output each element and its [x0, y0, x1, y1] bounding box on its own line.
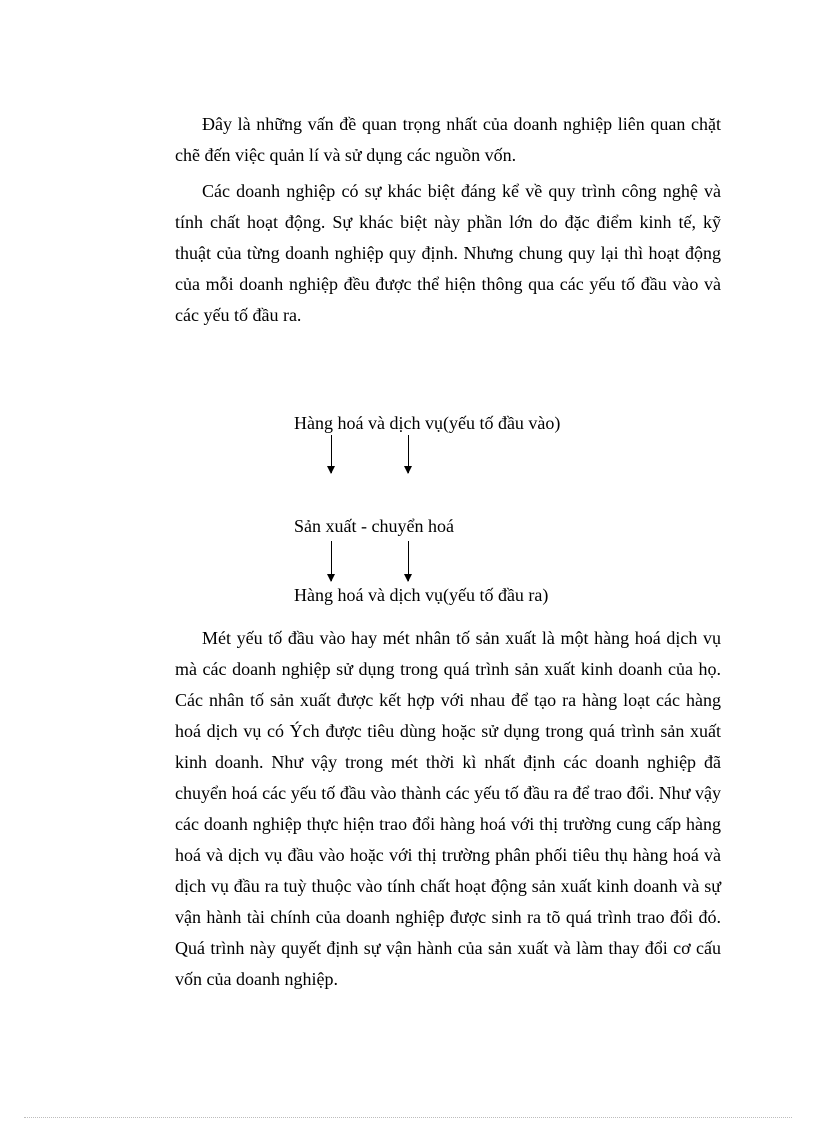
- diagram-process-label: Sản xuất - chuyển hoá: [294, 516, 454, 536]
- arrow-down-icon: [408, 435, 409, 473]
- paragraph-intro: Đây là những vấn đề quan trọng nhất của doanh nghiệp liên quan chặt chẽ đến việc quản lí và sử dụng các nguồn vốn.: [175, 114, 721, 165]
- arrow-down-icon: [331, 541, 332, 581]
- arrow-down-icon: [331, 435, 332, 473]
- diagram-output-label: Hàng hoá và dịch vụ(yếu tố đầu ra): [294, 585, 549, 605]
- paragraph-differences: Các doanh nghiệp có sự khác biệt đáng kể về quy trình công nghệ và tính chất hoạt động. Sự khác biệt này phần lớn do đặc điểm kinh tế, kỹ thuật của từng doanh nghiệp quy định. Nhưng chung quy lại thì hoạt động của mỗi doanh nghiệp đều được thể hiện thông qua các yếu tố đầu vào và các yếu tố đầu ra.: [175, 181, 721, 325]
- diagram-input-label: Hàng hoá và dịch vụ(yếu tố đầu vào): [294, 413, 561, 433]
- paragraph-production-factors: Mét yếu tố đầu vào hay mét nhân tố sản xuất là một hàng hoá dịch vụ mà các doanh nghiệp sử dụng trong quá trình sản xuất kinh doanh của họ. Các nhân tố sản xuất được kết hợp với nhau để tạo ra hàng loạt các hàng hoá dịch vụ có Ých được tiêu dùng hoặc sử dụng trong quá trình sản xuất kinh doanh. Như vậy trong mét thời kì nhất định các doanh nghiệp đã chuyển hoá các yếu tố đầu vào thành các yếu tố đầu ra để trao đổi. Như vậy các doanh nghiệp thực hiện trao đổi hàng hoá với thị trường cung cấp hàng hoá và dịch vụ đầu vào hoặc với thị trường phân phối tiêu thụ hàng hoá và dịch vụ đầu ra tuỳ thuộc vào tính chất hoạt động sản xuất kinh doanh và sự vận hành tài chính của doanh nghiệp được sinh ra tõ quá trình trao đổi đó. Quá trình này quyết định sự vận hành của sản xuất và làm thay đổi cơ cấu vốn của doanh nghiệp.: [175, 628, 721, 989]
- arrow-down-icon: [408, 541, 409, 581]
- footer-divider: [24, 1117, 792, 1118]
